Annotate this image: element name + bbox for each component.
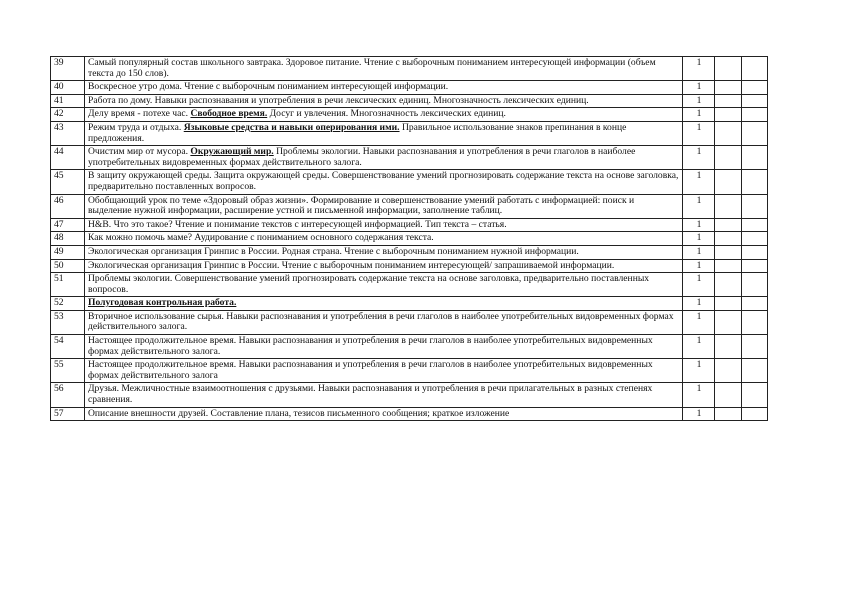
- lesson-hours: 1: [683, 273, 715, 297]
- table-row: [51, 218, 768, 232]
- lesson-date-fact-cell: [742, 218, 768, 232]
- lesson-hours: 1: [683, 170, 715, 194]
- lesson-date-fact-cell: [742, 170, 768, 194]
- table-row: [51, 335, 768, 359]
- lesson-date-fact-cell: [742, 121, 768, 145]
- lesson-date-fact-cell: [742, 57, 768, 81]
- lesson-date-fact-cell: [742, 245, 768, 259]
- lesson-hours: 1: [683, 359, 715, 383]
- table-row: [51, 57, 768, 81]
- table-row: [51, 94, 768, 108]
- lesson-date-fact-cell: [742, 310, 768, 334]
- lesson-number: 56: [51, 383, 85, 407]
- lesson-topic: [85, 108, 683, 122]
- lesson-topic-text: Работа по дому. Навыки распознавания и употребления в речи лексических единиц. Многозначность лексических единиц.: [88, 94, 589, 106]
- lesson-date-plan-cell: [715, 297, 742, 311]
- lesson-date-plan-cell: [715, 121, 742, 145]
- lesson-date-fact-cell: [742, 146, 768, 170]
- lesson-topic: [85, 170, 683, 194]
- lesson-date-plan-cell: [715, 273, 742, 297]
- lesson-number: 57: [51, 407, 85, 421]
- lesson-topic: [85, 146, 683, 170]
- lesson-date-plan-cell: [715, 57, 742, 81]
- lesson-date-plan-cell: [715, 146, 742, 170]
- lesson-hours: 1: [683, 194, 715, 218]
- lesson-number: 46: [51, 194, 85, 218]
- lesson-hours: 1: [683, 94, 715, 108]
- lesson-topic: [85, 273, 683, 297]
- lesson-topic-text: Воскресное утро дома. Чтение с выборочным пониманием интересующей информации.: [88, 81, 449, 93]
- lesson-number: 55: [51, 359, 85, 383]
- lesson-plan-body: [51, 57, 768, 421]
- lesson-date-plan-cell: [715, 232, 742, 246]
- lesson-number: 54: [51, 335, 85, 359]
- table-row: [51, 232, 768, 246]
- lesson-topic-text: Обобщающий урок по теме «Здоровый образ жизни». Формирование и совершенствование умений работать с информацией: поиск и выделение нужной информации, расширение устной и письменной информации, заполнение таблиц.: [88, 194, 635, 217]
- lesson-hours: 1: [683, 232, 715, 246]
- lesson-topic-emphasis: Окружающий мир.: [190, 146, 274, 158]
- lesson-number: 53: [51, 310, 85, 334]
- table-row: [51, 259, 768, 273]
- lesson-date-plan-cell: [715, 218, 742, 232]
- lesson-date-fact-cell: [742, 81, 768, 95]
- lesson-topic-text: Правильное использование знаков препинания в конце предложения.: [88, 121, 627, 144]
- table-row: [51, 273, 768, 297]
- lesson-number: 40: [51, 81, 85, 95]
- lesson-topic-text: Досуг и увлечения. Многозначность лексических единиц.: [267, 108, 506, 120]
- table-row: [51, 297, 768, 311]
- lesson-date-plan-cell: [715, 359, 742, 383]
- lesson-topic-text: Очистим мир от мусора.: [88, 146, 191, 158]
- lesson-topic-text: Настоящее продолжительное время. Навыки распознавания и употребления в речи глаголов в наиболее употребительных видовременных формах действительного залога.: [88, 335, 653, 357]
- lesson-topic: [85, 194, 683, 218]
- lesson-hours: 1: [683, 297, 715, 311]
- lesson-number: 50: [51, 259, 85, 273]
- lesson-topic-text: Вторичное использование сырья. Навыки распознавания и употребления в речи глаголов в наиболее употребительных видовременных формах действительного залога.: [88, 310, 674, 333]
- lesson-topic-text: Н&В. Что это такое? Чтение и понимание текстов с интересующей информацией. Тип текста – статья.: [88, 218, 507, 230]
- lesson-date-plan-cell: [715, 108, 742, 122]
- lesson-date-fact-cell: [742, 407, 768, 421]
- lesson-topic: [85, 407, 683, 421]
- table-row: [51, 407, 768, 421]
- lesson-hours: 1: [683, 407, 715, 421]
- lesson-topic-emphasis: Полугодовая контрольная работа.: [88, 297, 237, 309]
- lesson-topic-text: Как можно помочь маме? Аудирование с пониманием основного содержания текста.: [88, 232, 434, 244]
- lesson-topic-text: Экологическая организация Гринпис в России. Чтение с выборочным пониманием интересующей/ запрашиваемой информации.: [88, 259, 615, 271]
- lesson-topic: [85, 57, 683, 81]
- lesson-date-fact-cell: [742, 259, 768, 273]
- table-row: [51, 170, 768, 194]
- lesson-topic: [85, 259, 683, 273]
- lesson-hours: 1: [683, 245, 715, 259]
- lesson-number: 47: [51, 218, 85, 232]
- lesson-number: 48: [51, 232, 85, 246]
- lesson-hours: 1: [683, 335, 715, 359]
- table-row: [51, 194, 768, 218]
- lesson-topic: [85, 383, 683, 407]
- lesson-topic: [85, 297, 683, 311]
- lesson-hours: 1: [683, 108, 715, 122]
- lesson-hours: 1: [683, 383, 715, 407]
- lesson-date-fact-cell: [742, 273, 768, 297]
- lesson-number: 45: [51, 170, 85, 194]
- table-row: [51, 146, 768, 170]
- lesson-topic: [85, 121, 683, 145]
- lesson-topic: [85, 335, 683, 359]
- lesson-topic-text: Настоящее продолжительное время. Навыки распознавания и употребления в речи глаголов в наиболее употребительных видовременных формах действительного залога: [88, 359, 653, 381]
- table-row: [51, 121, 768, 145]
- lesson-topic: [85, 232, 683, 246]
- lesson-topic-emphasis: Свободное время.: [190, 108, 268, 120]
- lesson-date-plan-cell: [715, 407, 742, 421]
- lesson-hours: 1: [683, 81, 715, 95]
- lesson-date-plan-cell: [715, 335, 742, 359]
- lesson-topic: [85, 94, 683, 108]
- lesson-topic-text: Самый популярный состав школьного завтрака. Здоровое питание. Чтение с выборочным пониманием интересующей информации (объем текста до 150 слов).: [88, 57, 656, 79]
- lesson-date-plan-cell: [715, 194, 742, 218]
- lesson-date-fact-cell: [742, 194, 768, 218]
- lesson-date-fact-cell: [742, 94, 768, 108]
- lesson-date-fact-cell: [742, 108, 768, 122]
- lesson-date-fact-cell: [742, 335, 768, 359]
- table-row: [51, 383, 768, 407]
- lesson-date-plan-cell: [715, 245, 742, 259]
- lesson-topic-text: Друзья. Межличностные взаимоотношения с друзьями. Навыки распознавания и употребления в речи прилагательных в разных степенях сравнения.: [88, 383, 653, 406]
- lesson-topic: [85, 218, 683, 232]
- lesson-topic: [85, 245, 683, 259]
- lesson-topic: [85, 359, 683, 383]
- table-row: [51, 359, 768, 383]
- lesson-hours: 1: [683, 57, 715, 81]
- lesson-topic-text: Делу время - потехе час.: [88, 108, 191, 120]
- lesson-hours: 1: [683, 146, 715, 170]
- lesson-topic-text: Проблемы экологии. Навыки распознавания и употребления в речи глаголов в наиболее употребительных видовременных формах действительного залога.: [88, 146, 636, 168]
- lesson-hours: 1: [683, 259, 715, 273]
- lesson-number: 49: [51, 245, 85, 259]
- table-row: [51, 81, 768, 95]
- lesson-date-fact-cell: [742, 297, 768, 311]
- lesson-date-fact-cell: [742, 232, 768, 246]
- lesson-date-fact-cell: [742, 359, 768, 383]
- lesson-number: 52: [51, 297, 85, 311]
- lesson-topic-text: Экологическая организация Гринпис в России. Родная страна. Чтение с выборочным пониманием нужной информации.: [88, 245, 579, 257]
- lesson-number: 43: [51, 121, 85, 145]
- lesson-number: 42: [51, 108, 85, 122]
- lesson-date-plan-cell: [715, 383, 742, 407]
- lesson-date-plan-cell: [715, 310, 742, 334]
- lesson-date-plan-cell: [715, 94, 742, 108]
- lesson-number: 39: [51, 57, 85, 81]
- table-row: [51, 108, 768, 122]
- lesson-topic: [85, 81, 683, 95]
- lesson-hours: 1: [683, 218, 715, 232]
- lesson-topic-emphasis: Языковые средства и навыки оперирования ими.: [183, 121, 400, 133]
- lesson-topic-text: В защиту окружающей среды. Защита окружающей среды. Совершенствование умений прогнозировать содержание текста на основе заголовка, предварительно поставленных вопросов.: [88, 170, 679, 192]
- lesson-topic: [85, 310, 683, 334]
- lesson-plan-table: [50, 56, 768, 421]
- lesson-topic-text: Описание внешности друзей. Составление плана, тезисов письменного сообщения; краткое изложение: [88, 407, 510, 419]
- lesson-topic-text: Проблемы экологии. Совершенствование умений прогнозировать содержание текста на основе заголовка, предварительно поставленных вопросов.: [88, 273, 650, 295]
- table-row: [51, 310, 768, 334]
- lesson-topic-text: Режим труда и отдыха.: [88, 121, 184, 133]
- lesson-date-fact-cell: [742, 383, 768, 407]
- lesson-date-plan-cell: [715, 259, 742, 273]
- lesson-date-plan-cell: [715, 81, 742, 95]
- lesson-hours: 1: [683, 121, 715, 145]
- lesson-number: 41: [51, 94, 85, 108]
- table-row: [51, 245, 768, 259]
- lesson-number: 44: [51, 146, 85, 170]
- lesson-date-plan-cell: [715, 170, 742, 194]
- lesson-number: 51: [51, 273, 85, 297]
- lesson-hours: 1: [683, 310, 715, 334]
